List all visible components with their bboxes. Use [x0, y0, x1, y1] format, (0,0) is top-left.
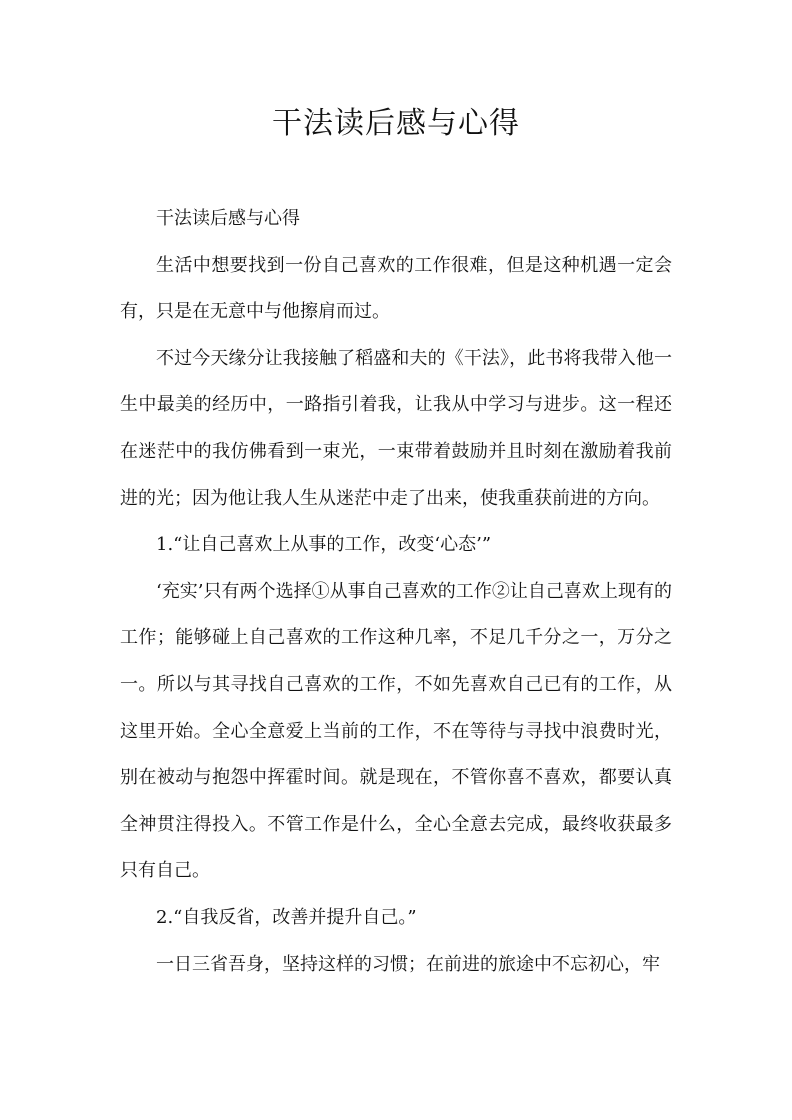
- paragraph-section-2: 一日三省吾身，坚持这样的习惯；在前进的旅途中不忘初心，牢: [156, 953, 660, 975]
- paragraph-section-1: ‘充实’只有两个选择①从事自己喜欢的工作②让自己喜欢上现有的工作；能够碰上自己喜欢的工作这种几率，不足几千分之一，万分之一。所以与其寻找自己喜欢的工作，不如先喜欢自己已有的工作，从这里开始。全心全意爱上当前的工作，不在等待与寻找中浪费时光，别在被动与抱怨中挥霍时间。就是现在，不管你喜不喜欢，都要认真全神贯注得投入。不管工作是什么，全心全意去完成，最终收获最多只有自己。: [120, 580, 672, 882]
- document-body: [120, 196, 672, 988]
- document-title: 干法读后感与心得: [272, 106, 520, 141]
- section-heading-2: 2.“自我反省，改善并提升自己。”: [156, 906, 417, 928]
- paragraph-subtitle: 干法读后感与心得: [156, 208, 300, 229]
- paragraph-book: 不过今天缘分让我接触了稻盛和夫的《干法》，此书将我带入他一生中最美的经历中，一路指引着我，让我从中学习与进步。这一程还在迷茫中的我仿佛看到一束光，一束带着鼓励并且时刻在激励着我前进的光；因为他让我人生从迷茫中走了出来，使我重获前进的方向。: [120, 347, 672, 509]
- paragraph-intro: 生活中想要找到一份自己喜欢的工作很难，但是这种机遇一定会有，只是在无意中与他擦肩而过。: [120, 254, 672, 323]
- section-heading-1: 1.“让自己喜欢上从事的工作，改变‘心态’”: [156, 534, 492, 556]
